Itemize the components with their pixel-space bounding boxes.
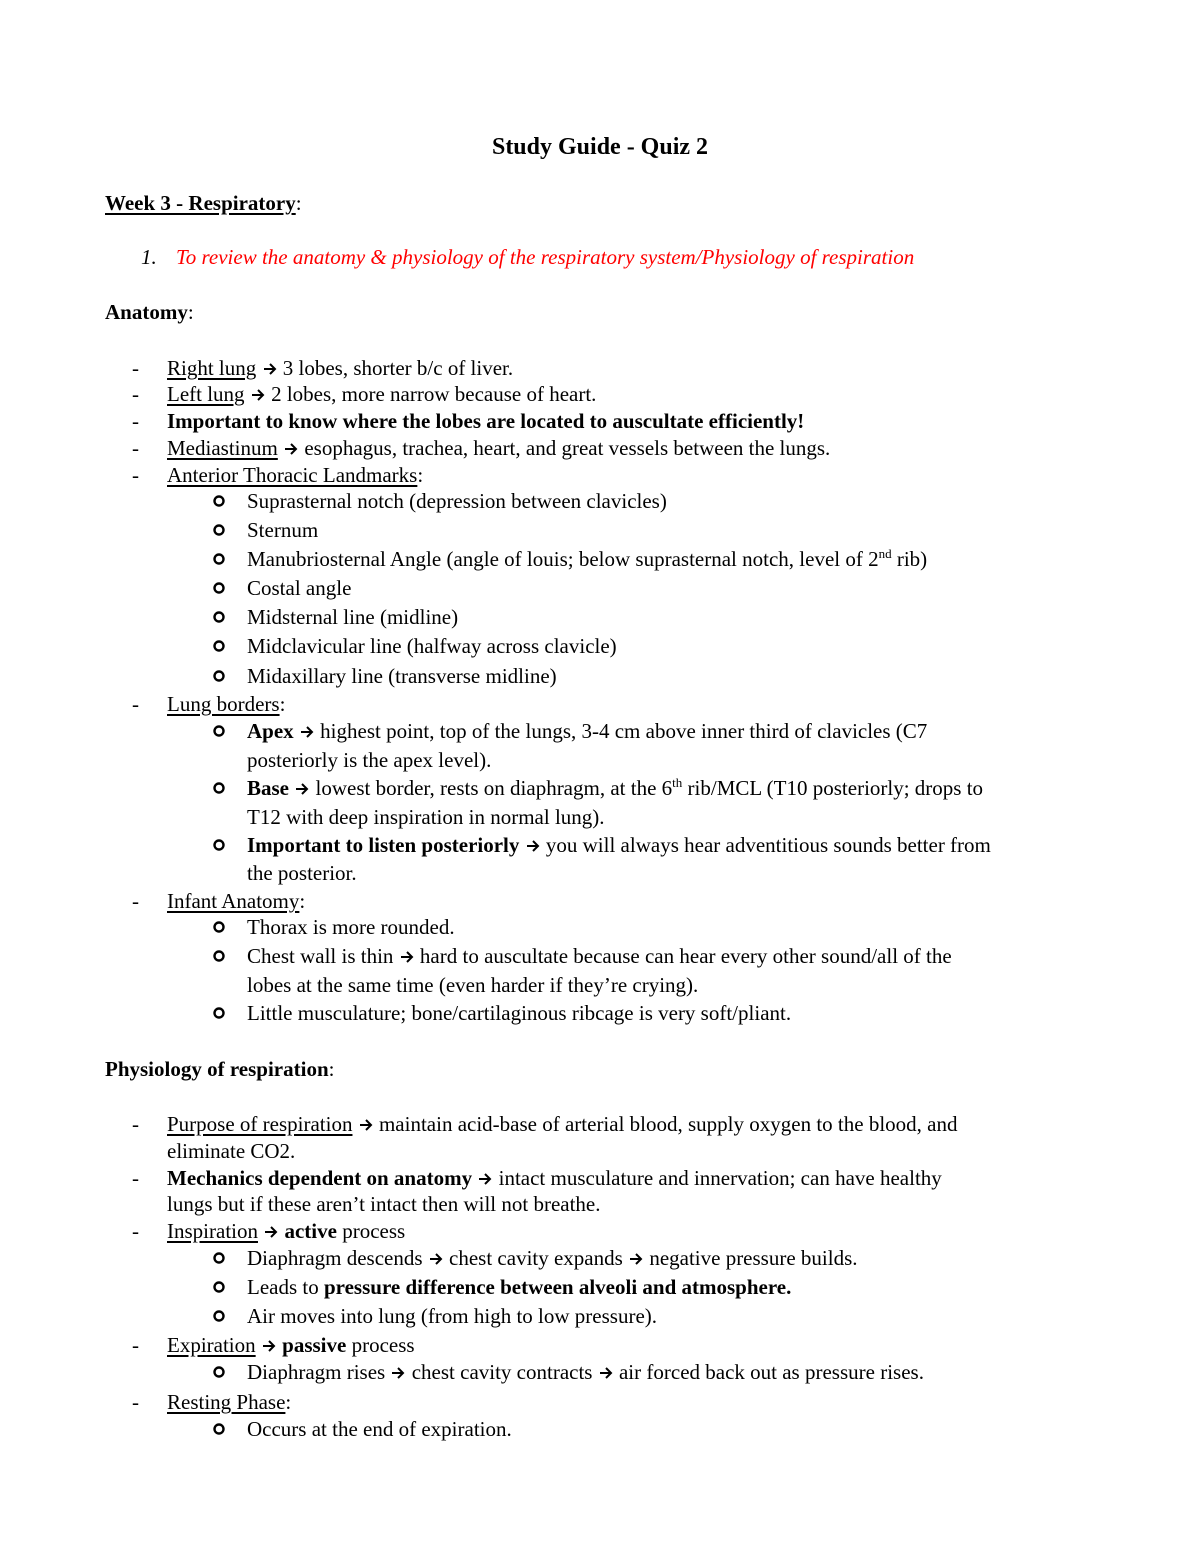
anatomy-heading: Anatomy: (105, 300, 194, 324)
circle-bullet-icon (212, 639, 226, 653)
dash-bullet: - (132, 889, 139, 913)
border-apex-cont: posteriorly is the apex level). (247, 748, 492, 772)
inspiration-item: Leads to pressure difference between alveoli and atmosphere. (247, 1275, 792, 1299)
border-base: Base lowest border, rests on diaphragm, at the 6th rib/MCL (T10 posteriorly; drops to (247, 775, 984, 800)
dash-bullet: - (132, 1112, 139, 1136)
physiology-heading: Physiology of respiration: (105, 1057, 335, 1081)
list-item-purpose: Purpose of respiration maintain acid-base of arterial blood, supply oxygen to the blood, and (167, 1112, 958, 1136)
circle-bullet-icon (212, 610, 226, 624)
circle-bullet-icon (212, 494, 226, 508)
infant-item: Thorax is more rounded. (247, 915, 455, 939)
circle-bullet-icon (212, 552, 226, 566)
dash-bullet: - (132, 1333, 139, 1357)
inspiration-item: Diaphragm descends chest cavity expands negative pressure builds. (247, 1246, 858, 1270)
arrow-icon (262, 1339, 276, 1353)
list-item-mediastinum: Mediastinum esophagus, trachea, heart, and great vessels between the lungs. (167, 436, 831, 460)
expiration-item: Diaphragm rises chest cavity contracts air forced back out as pressure rises. (247, 1360, 924, 1384)
arrow-icon (284, 442, 298, 456)
list-item-resting: Resting Phase: (167, 1390, 292, 1414)
arrow-icon (251, 388, 265, 402)
list-item-infant: Infant Anatomy: (167, 889, 306, 913)
circle-bullet-icon (212, 523, 226, 537)
list-item-lung-borders: Lung borders: (167, 692, 286, 716)
objective-number: 1. (141, 245, 157, 269)
circle-bullet-icon (212, 781, 226, 795)
arrow-icon (295, 782, 309, 796)
landmark-item: Manubriosternal Angle (angle of louis; below suprasternal notch, level of 2nd rib) (247, 546, 928, 571)
resting-item: Occurs at the end of expiration. (247, 1417, 512, 1441)
circle-bullet-icon (212, 1422, 226, 1436)
arrow-icon (264, 1225, 278, 1239)
landmark-item: Suprasternal notch (depression between clavicles) (247, 489, 667, 513)
list-item-mechanics-cont: lungs but if these aren’t intact then will not breathe. (167, 1192, 601, 1216)
circle-bullet-icon (212, 1280, 226, 1294)
dash-bullet: - (132, 409, 139, 433)
list-item-purpose-cont: eliminate CO2. (167, 1139, 296, 1163)
inspiration-item: Air moves into lung (from high to low pressure). (247, 1304, 658, 1328)
dash-bullet: - (132, 692, 139, 716)
infant-item: Chest wall is thin hard to auscultate because can hear every other sound/all of the (247, 944, 952, 968)
circle-bullet-icon (212, 1365, 226, 1379)
week-heading: Week 3 - Respiratory: (105, 191, 302, 215)
list-item-landmarks: Anterior Thoracic Landmarks: (167, 463, 424, 487)
circle-bullet-icon (212, 838, 226, 852)
border-apex: Apex highest point, top of the lungs, 3-4 cm above inner third of clavicles (C7 (247, 719, 928, 743)
arrow-icon (526, 839, 540, 853)
arrow-icon (263, 362, 277, 376)
circle-bullet-icon (212, 669, 226, 683)
list-item-left-lung: Left lung 2 lobes, more narrow because of heart. (167, 382, 597, 406)
circle-bullet-icon (212, 1006, 226, 1020)
circle-bullet-icon (212, 581, 226, 595)
arrow-icon (391, 1366, 405, 1380)
border-posterior-cont: the posterior. (247, 861, 357, 885)
dash-bullet: - (132, 382, 139, 406)
list-item-right-lung: Right lung 3 lobes, shorter b/c of liver. (167, 356, 514, 380)
infant-item: Little musculature; bone/cartilaginous ribcage is very soft/pliant. (247, 1001, 792, 1025)
objective-text: To review the anatomy & physiology of the respiratory system/Physiology of respiration (176, 245, 915, 269)
list-item-expiration: Expiration passive process (167, 1333, 415, 1357)
arrow-icon (629, 1252, 643, 1266)
dash-bullet: - (132, 436, 139, 460)
landmark-item: Sternum (247, 518, 319, 542)
page-title: Study Guide - Quiz 2 (491, 134, 709, 160)
border-base-cont: T12 with deep inspiration in normal lung). (247, 805, 605, 829)
arrow-icon (599, 1366, 613, 1380)
dash-bullet: - (132, 463, 139, 487)
landmark-item: Midaxillary line (transverse midline) (247, 664, 557, 688)
arrow-icon (400, 950, 414, 964)
landmark-item: Midclavicular line (halfway across clavicle) (247, 634, 617, 658)
list-item-important: Important to know where the lobes are located to auscultate efficiently! (167, 409, 805, 433)
arrow-icon (300, 725, 314, 739)
border-posterior: Important to listen posteriorly you will always hear adventitious sounds better from (247, 833, 991, 857)
circle-bullet-icon (212, 724, 226, 738)
list-item-inspiration: Inspiration active process (167, 1219, 406, 1243)
circle-bullet-icon (212, 949, 226, 963)
landmark-item: Costal angle (247, 576, 352, 600)
dash-bullet: - (132, 1390, 139, 1414)
dash-bullet: - (132, 356, 139, 380)
circle-bullet-icon (212, 1251, 226, 1265)
arrow-icon (429, 1252, 443, 1266)
infant-item-cont: lobes at the same time (even harder if they’re crying). (247, 973, 699, 997)
dash-bullet: - (132, 1166, 139, 1190)
arrow-icon (359, 1118, 373, 1132)
arrow-icon (478, 1172, 492, 1186)
circle-bullet-icon (212, 1309, 226, 1323)
list-item-mechanics: Mechanics dependent on anatomy intact musculature and innervation; can have healthy (167, 1166, 942, 1190)
circle-bullet-icon (212, 920, 226, 934)
landmark-item: Midsternal line (midline) (247, 605, 459, 629)
dash-bullet: - (132, 1219, 139, 1243)
